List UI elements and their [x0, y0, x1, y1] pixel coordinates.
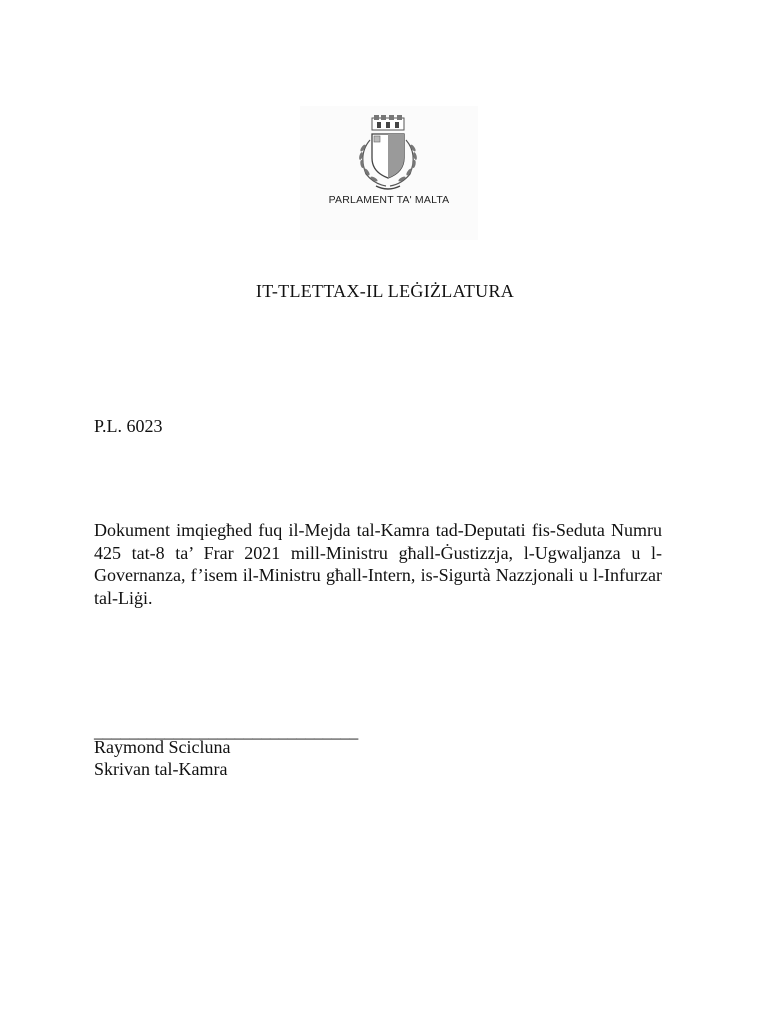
signatory-name: Raymond Scicluna: [94, 737, 231, 757]
document-reference: P.L. 6023: [94, 416, 163, 436]
document-body: Dokument imqiegħed fuq il-Mejda tal-Kamra tad-Deputati fis-Seduta Numru 425 tat-8 ta’ Frar 2021 mill-Ministru għall-Ġustizzja, l-Ugwaljanza u l-Governanza, f’isem il-Ministru għall-Intern, is-Sigurtà Nazzjonali u l-Infurzar tal-Liġi.: [94, 520, 662, 608]
signatory-title: Skrivan tal-Kamra: [94, 759, 228, 779]
coat-of-arms-icon: [350, 114, 426, 194]
parliament-emblem: [300, 106, 478, 240]
legislature-heading: IT-TLETTAX-IL LEĠIŻLATURA: [255, 281, 515, 301]
signature-line: ______________________________: [94, 721, 359, 741]
emblem-caption: PARLAMENT TA' MALTA: [328, 194, 450, 206]
